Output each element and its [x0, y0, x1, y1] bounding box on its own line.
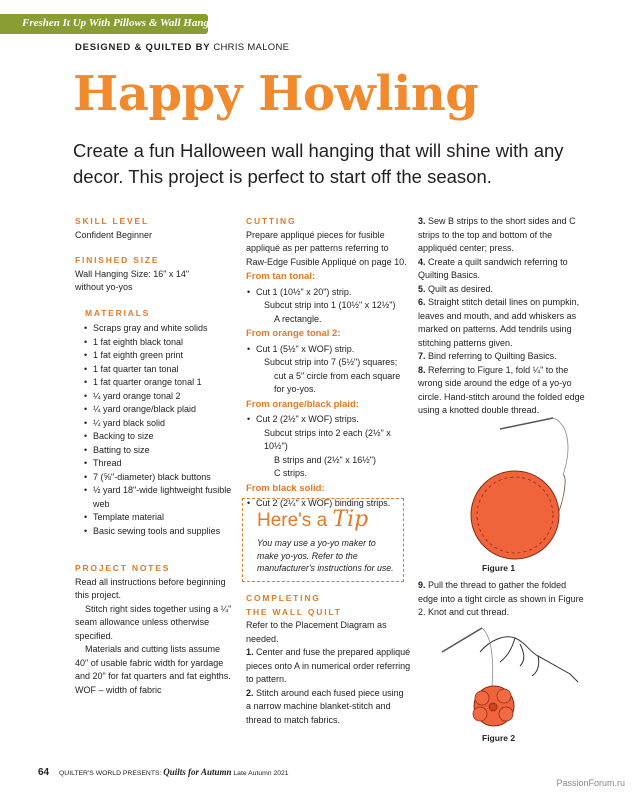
- footer-publication: Quilts for Autumn: [163, 767, 232, 777]
- cut-tan-list: [246, 286, 408, 300]
- step-2: [246, 687, 411, 728]
- list-item: • ¼ yard orange/black plaid: [75, 403, 235, 417]
- completing-section: [246, 592, 411, 727]
- step-8: [418, 364, 588, 418]
- list-item: • 1 fat quarter orange tonal 1: [75, 376, 235, 390]
- byline: [75, 42, 289, 53]
- list-item: • Scraps gray and white solids: [75, 322, 235, 336]
- step-text: Bind referring to Quilting Basics.: [428, 351, 557, 361]
- cut-plaid-sub1: Subcut strips into 2 each (2½" x 10½"): [264, 427, 391, 451]
- step-number: 7.: [418, 351, 426, 361]
- cut-orange-sub2: cut a 5" circle from each square: [274, 370, 401, 381]
- skill-value: Confident Beginner: [75, 229, 153, 240]
- byline-name: CHRIS MALONE: [213, 42, 290, 53]
- column-right: [418, 215, 588, 418]
- page-number: 64: [38, 767, 50, 778]
- cut-tan-label: From tan tonal:: [246, 271, 316, 282]
- cut-orange-list: [246, 343, 408, 357]
- list-item: • Batting to size: [75, 444, 235, 458]
- tip-title-b: Tip: [332, 507, 369, 532]
- notes-heading: PROJECT NOTES: [75, 563, 171, 573]
- list-item: • Cut 1 (5½" x WOF) strip.: [246, 343, 408, 357]
- figure-2-illustration: [420, 622, 590, 732]
- cut-orange-sub3: for yo-yos.: [274, 384, 317, 394]
- step-number: 3.: [418, 216, 426, 226]
- yo-yo-circle-icon: [471, 471, 559, 559]
- completing-intro: Refer to the Placement Diagram as needed.: [246, 620, 387, 644]
- cut-plaid-label: From orange/black plaid:: [246, 398, 359, 410]
- list-item: • Backing to size: [75, 430, 235, 444]
- step-text: Center and fuse the prepared appliqué pieces onto A in numerical order referring to pattern.: [246, 647, 411, 684]
- step-number: 8.: [418, 364, 426, 375]
- page-subtitle: Create a fun Halloween wall hanging that will shine with any decor. This project is perfect to start off the season.: [73, 140, 564, 187]
- section-banner: [0, 14, 228, 34]
- list-item: • 1 fat eighth green print: [75, 349, 235, 363]
- step-text: Create a quilt sandwich referring to Quilting Basics.: [418, 256, 568, 280]
- step-text: Sew B strips to the short sides and C strips to the top and bottom of the appliquéd center; press.: [418, 216, 576, 253]
- list-item: • Cut 1 (10½" x 20") strip.: [246, 286, 408, 300]
- tip-title: [257, 507, 368, 532]
- materials-heading: MATERIALS: [85, 307, 151, 318]
- step-number: 1.: [246, 647, 254, 657]
- page-title: Happy Howling: [73, 66, 479, 122]
- footer-issue: Late Autumn 2021: [233, 770, 289, 777]
- list-item: • Basic sewing tools and supplies: [75, 525, 235, 539]
- cut-plaid-list: [246, 413, 408, 427]
- notes-p2: Stitch right sides together using a ¼" seam allowance unless otherwise specified.: [75, 603, 232, 641]
- list-item: • 1 fat eighth black tonal: [75, 336, 235, 350]
- step-9-block: [418, 579, 588, 620]
- list-item: • ¼ yard orange tonal 2: [75, 390, 235, 404]
- notes-p4: WOF – width of fabric: [75, 684, 162, 695]
- list-item: • 7 (⅝"-diameter) black buttons: [75, 471, 235, 485]
- step-text: Straight stitch detail lines on pumpkin, leaves and mouth, and add whiskers as marked on patterns. Add tendrils using stitching patterns given.: [418, 297, 580, 348]
- footer-series: QUILTER'S WORLD PRESENTS:: [59, 770, 162, 777]
- cut-tan-sub1: Subcut strip into 1 (10½" x 12½"): [264, 300, 396, 310]
- page-footer: [38, 767, 289, 778]
- step-4: [418, 256, 588, 283]
- needle-icon: [500, 418, 568, 475]
- byline-prefix: DESIGNED & QUILTED BY: [75, 42, 211, 53]
- step-1: [246, 646, 411, 687]
- list-item: • Cut 2 (2¼" x WOF) binding strips.: [246, 497, 408, 511]
- cut-tan-sub2: A rectangle.: [274, 313, 322, 324]
- step-5: [418, 283, 588, 297]
- step-number: 9.: [418, 580, 426, 590]
- step-text: Stitch around each fused piece using a narrow machine blanket-stitch and thread to match fabrics.: [246, 687, 404, 725]
- banner-text: Freshen It Up With Pillows & Wall Hangings: [22, 17, 228, 29]
- column-left: [75, 215, 235, 697]
- step-6: [418, 296, 588, 350]
- cut-plaid-sub2: B strips and (2½" x 16½"): [274, 454, 376, 465]
- skill-heading: SKILL LEVEL: [75, 216, 149, 226]
- list-item: • 1 fat quarter tan tonal: [75, 363, 235, 377]
- list-item: • Cut 2 (2½" x WOF) strips.: [246, 413, 408, 427]
- tip-title-a: Here's a: [257, 510, 328, 531]
- notes-p3: Materials and cutting lists assume 40" of usable fabric width for yardage and 20" for fat quarters and fat eighths.: [75, 644, 231, 681]
- list-item: • Thread: [75, 457, 235, 471]
- cut-black-label: From black solid:: [246, 482, 325, 494]
- notes-p1: Read all instructions before beginning this project.: [75, 576, 226, 600]
- list-item: • Template material: [75, 511, 235, 525]
- gathered-yo-yo-icon: [473, 686, 514, 726]
- figure-1-illustration: [455, 415, 585, 565]
- cut-orange-label: From orange tonal 2:: [246, 328, 341, 339]
- column-middle: [246, 215, 408, 511]
- list-item: • ½ yard 18"-wide lightweight fusible web: [75, 484, 235, 511]
- finished-line2: without yo-yos: [75, 282, 133, 292]
- cutting-intro: Prepare appliqué pieces for fusible appliqué as per patterns referring to Raw-Edge Fusible Appliqué on page 10.: [246, 229, 407, 267]
- step-text: Referring to Figure 1, fold ¼" to the wrong side around the edge of a yo-yo circle. Hand-stitch around the folded edge using a knotted double thread.: [418, 364, 585, 415]
- completing-heading-1: COMPLETING: [246, 593, 321, 603]
- step-3: [418, 215, 588, 256]
- step-text: Pull the thread to gather the folded edge into a tight circle as shown in Figure 2. Knot and cut thread.: [418, 580, 584, 617]
- step-9: [418, 579, 588, 620]
- list-item: • ¼ yard black solid: [75, 417, 235, 431]
- figure-2-caption: Figure 2: [482, 733, 516, 743]
- materials-list: [75, 322, 235, 538]
- step-number: 6.: [418, 297, 426, 307]
- step-number: 4.: [418, 256, 426, 267]
- cut-plaid-sub3: C strips.: [274, 468, 308, 478]
- figure-1-caption: Figure 1: [482, 563, 516, 573]
- needle-icon: [442, 628, 493, 686]
- hand-icon: [480, 637, 578, 682]
- step-number: 2.: [246, 687, 254, 698]
- cutting-heading: CUTTING: [246, 216, 297, 226]
- step-text: Quilt as desired.: [428, 283, 494, 294]
- tip-box: [242, 498, 404, 582]
- step-number: 5.: [418, 283, 426, 294]
- finished-heading: FINISHED SIZE: [75, 255, 160, 265]
- watermark: PassionForum.ru: [556, 778, 625, 788]
- step-7: [418, 350, 588, 364]
- tip-text: You may use a yo-yo maker to make yo-yos. Refer to the manufacturer's instructions for use.: [257, 538, 394, 573]
- cut-orange-sub1: Subcut strip into 7 (5½") squares;: [264, 357, 398, 367]
- completing-heading-2: THE WALL QUILT: [246, 606, 342, 617]
- finished-line1: Wall Hanging Size: 16" x 14": [75, 268, 190, 279]
